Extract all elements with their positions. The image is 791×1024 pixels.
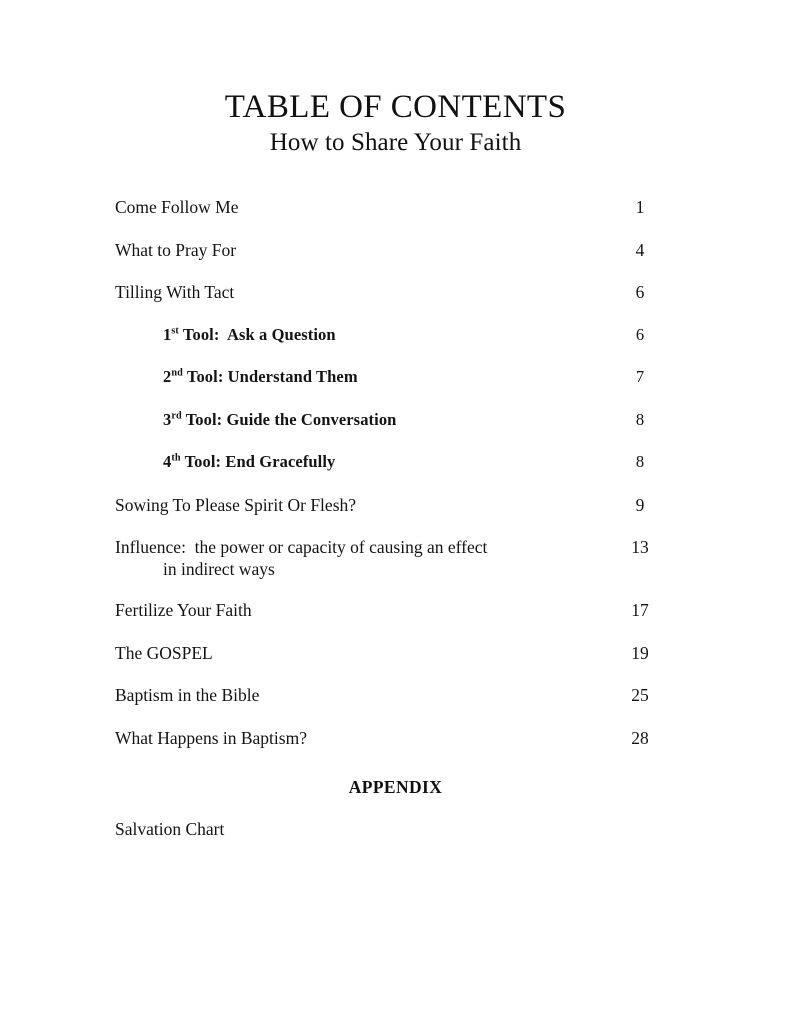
toc-entry-label xyxy=(115,727,307,749)
toc-entry-title-text: Fertilize Your Faith xyxy=(115,600,252,620)
toc-entry-label xyxy=(115,642,213,664)
toc-entry-title-text: Come Follow Me xyxy=(115,197,239,217)
toc-entry-ordinal-suffix: th xyxy=(171,452,181,464)
toc-entry-page-number: 4 xyxy=(635,239,645,260)
toc-entry[interactable] xyxy=(0,239,791,282)
toc-entry-title-text: Baptism in the Bible xyxy=(115,685,260,705)
toc-entry-label xyxy=(115,599,252,621)
toc-entry[interactable] xyxy=(0,366,791,409)
toc-entry-page-number: 8 xyxy=(635,452,645,471)
toc-entry-label xyxy=(115,536,487,580)
toc-entry[interactable] xyxy=(0,324,791,367)
document-heading xyxy=(0,88,791,158)
toc-entry-label xyxy=(115,281,234,303)
toc-entry-title-text: Tool: Guide the Conversation xyxy=(181,409,397,429)
appendix-entry-salvation-chart[interactable]: Salvation Chart xyxy=(115,819,225,839)
toc-entry[interactable] xyxy=(0,536,791,599)
toc-entry[interactable] xyxy=(0,599,791,642)
toc-entry-label xyxy=(115,494,356,516)
toc-entry-title-text: Tilling With Tact xyxy=(115,282,235,302)
toc-entry-label xyxy=(115,196,238,218)
toc-entry-label xyxy=(115,239,236,261)
toc-entry-label xyxy=(163,409,396,431)
page-title: TABLE OF CONTENTS xyxy=(224,89,567,125)
toc-entry-page-number: 6 xyxy=(635,324,645,344)
toc-entry-ordinal-suffix: st xyxy=(171,325,179,336)
toc-entry-label xyxy=(163,324,336,346)
toc-entry-page-number: 7 xyxy=(635,367,645,386)
toc-entry-ordinal: 3 xyxy=(163,409,172,429)
toc-entry-label xyxy=(163,366,358,388)
toc-entry[interactable] xyxy=(0,494,791,537)
toc-entry-title-text: What to Pray For xyxy=(115,239,237,260)
toc-entry-label xyxy=(115,684,259,706)
toc-entry-page-number: 8 xyxy=(635,409,645,429)
toc-entry-title-text: Influence: the power or capacity of causing an effect xyxy=(115,537,488,557)
toc-entry-ordinal: 1 xyxy=(163,324,172,344)
toc-entry[interactable] xyxy=(0,409,791,452)
appendix-heading: APPENDIX xyxy=(348,777,443,797)
table-of-contents-list xyxy=(0,196,791,769)
toc-entry-ordinal: 2 xyxy=(163,367,172,386)
toc-entry-page-number: 17 xyxy=(631,600,649,620)
toc-entry[interactable] xyxy=(0,642,791,685)
toc-entry-title-text: The GOSPEL xyxy=(115,642,213,663)
toc-entry-page-number: 1 xyxy=(635,197,645,217)
toc-entry-page-number: 13 xyxy=(631,537,649,557)
toc-entry[interactable] xyxy=(0,451,791,494)
toc-entry-page-number: 28 xyxy=(631,727,649,748)
toc-entry-title-text: Sowing To Please Spirit Or Flesh? xyxy=(115,494,357,515)
page-subtitle: How to Share Your Faith xyxy=(269,129,522,156)
toc-entry[interactable] xyxy=(0,684,791,727)
toc-entry[interactable] xyxy=(0,727,791,770)
toc-entry-ordinal-suffix: rd xyxy=(171,410,182,421)
toc-entry-page-number: 25 xyxy=(631,685,649,705)
toc-entry[interactable] xyxy=(0,281,791,324)
toc-entry-page-number: 6 xyxy=(635,282,645,302)
toc-entry-title-text: Tool: End Gracefully xyxy=(180,452,336,471)
toc-entry-ordinal-suffix: nd xyxy=(171,367,183,379)
toc-entry[interactable] xyxy=(0,196,791,239)
toc-entry-title-text: What Happens in Baptism? xyxy=(115,727,307,748)
toc-entry-label xyxy=(163,451,335,473)
toc-entry-title-text: Tool: Ask a Question xyxy=(178,324,336,344)
toc-entry-page-number: 9 xyxy=(635,494,645,515)
toc-entry-page-number: 19 xyxy=(631,642,649,663)
toc-entry-title-continuation: in indirect ways xyxy=(163,559,275,579)
toc-entry-ordinal: 4 xyxy=(163,452,172,471)
toc-entry-title-text: Tool: Understand Them xyxy=(182,367,358,386)
